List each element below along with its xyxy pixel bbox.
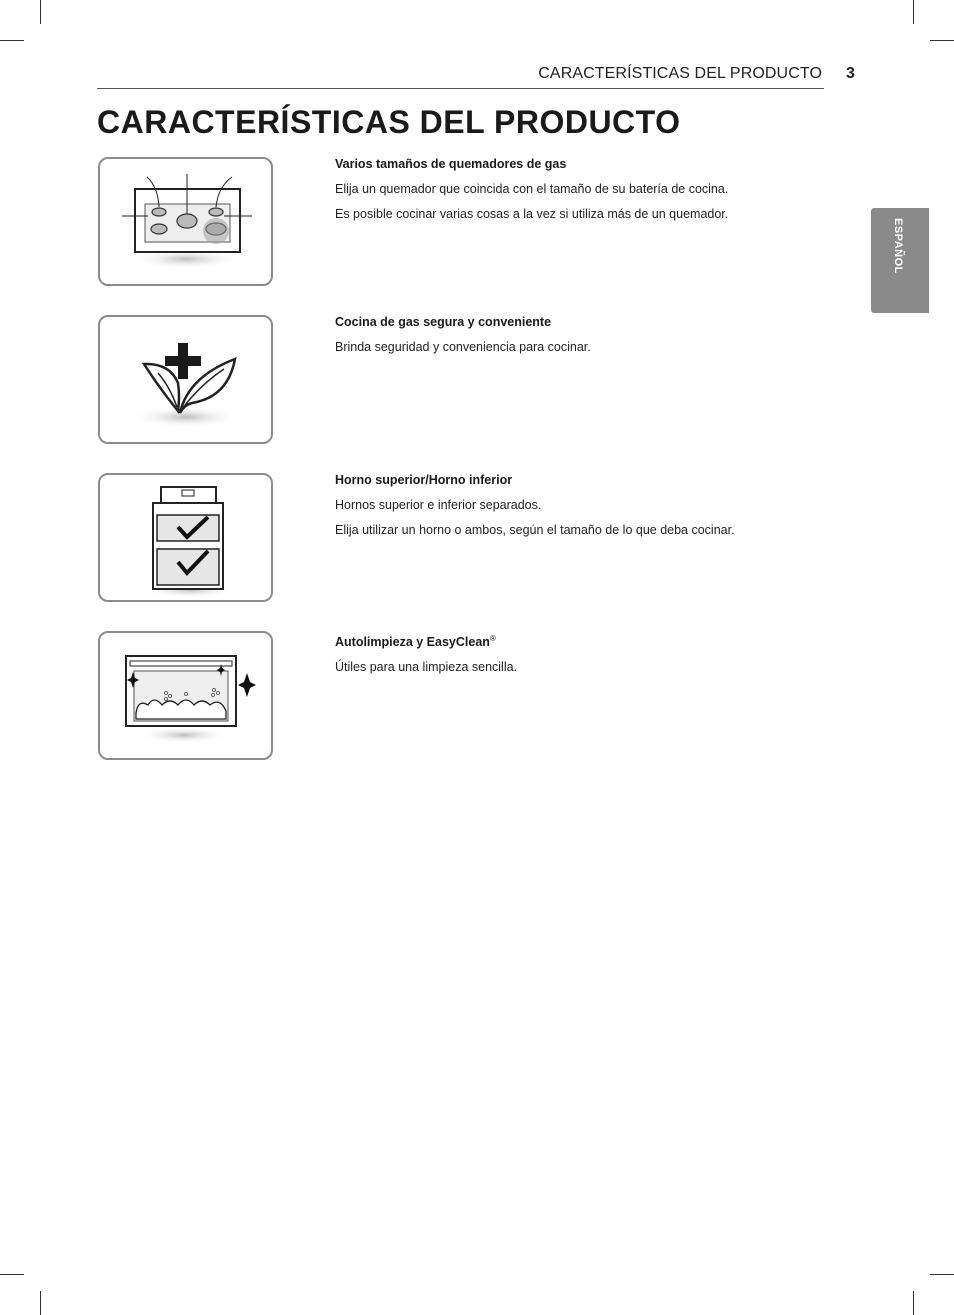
crop-mark [40, 0, 41, 24]
feature-line: Útiles para una limpieza sencilla. [335, 660, 518, 675]
feature-line: Hornos superior e inferior separados. [335, 498, 542, 512]
crop-mark [913, 0, 914, 24]
language-tab-label: ESPAÑOL [892, 218, 904, 274]
feature-title: Varios tamaños de quemadores de gas [335, 157, 567, 171]
feature-title: Cocina de gas segura y conveniente [335, 315, 552, 329]
page-number: 3 [846, 65, 855, 82]
running-header [97, 64, 824, 89]
running-header-title: CARACTERÍSTICAS DEL PRODUCTO [538, 65, 822, 82]
page-title: CARACTERÍSTICAS DEL PRODUCTO [97, 104, 681, 140]
feature-line: Brinda seguridad y conveniencia para cocinar. [335, 340, 591, 354]
feature-title: Horno superior/Horno inferior [335, 473, 513, 487]
safety-leaf-cross-icon [98, 315, 273, 444]
feature-self-clean [335, 631, 815, 685]
feature-title [335, 631, 815, 650]
crop-mark [930, 1274, 954, 1275]
crop-mark [40, 1291, 41, 1315]
feature-title-text: Autolimpieza y EasyClean [335, 635, 490, 650]
double-oven-icon [98, 473, 273, 602]
language-tab [871, 208, 929, 313]
self-clean-oven-icon [98, 631, 273, 760]
feature-gas-burners [335, 157, 815, 232]
feature-double-oven [335, 473, 815, 548]
feature-line: Elija un quemador que coincida con el tamaño de su batería de cocina. [335, 182, 729, 196]
feature-line: Es posible cocinar varias cosas a la vez si utiliza más de un quemador. [335, 207, 729, 221]
feature-line: Elija utilizar un horno o ambos, según el tamaño de lo que deba cocinar. [335, 523, 735, 537]
feature-safety [335, 315, 815, 365]
crop-mark [0, 1274, 24, 1275]
registered-mark: ® [489, 634, 496, 643]
crop-mark [913, 1291, 914, 1315]
gas-burners-icon [98, 157, 273, 286]
crop-mark [0, 40, 24, 41]
crop-mark [930, 40, 954, 41]
